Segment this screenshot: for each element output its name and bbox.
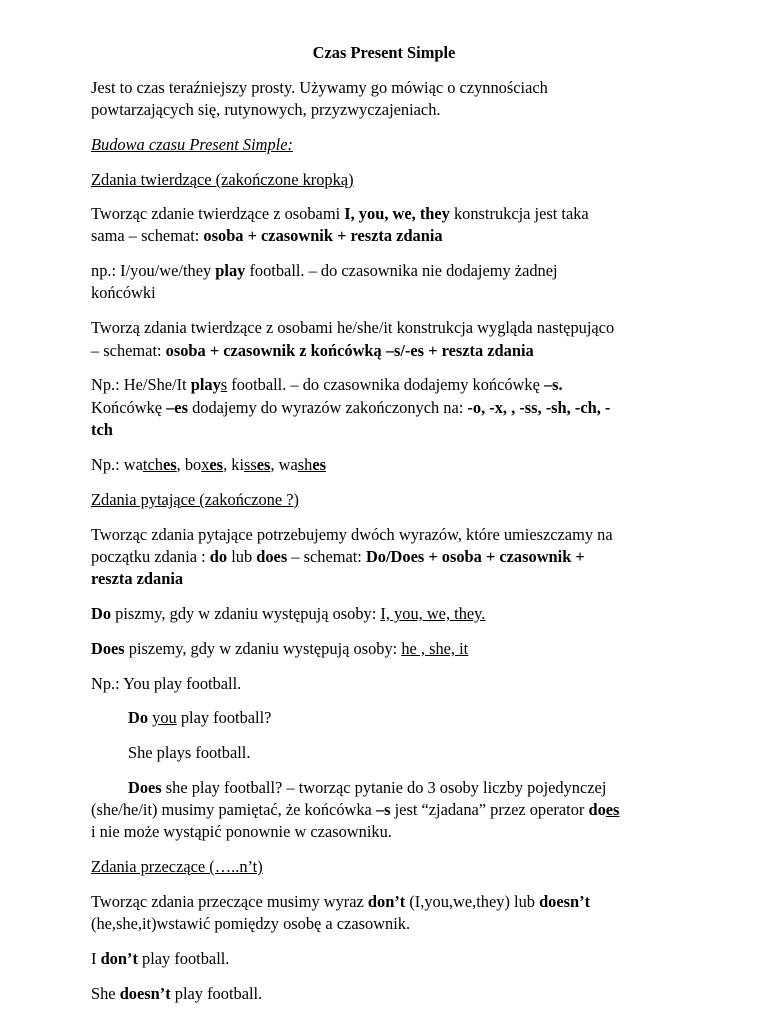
questions-heading: Zdania pytające (zakończone ?) (91, 490, 299, 509)
negative-example-1: I don’t play football. (91, 949, 230, 968)
affirmative-rule-line-1: Tworząc zdanie twierdzące z osobami I, you, we, they konstrukcja jest taka (91, 204, 589, 223)
structure-heading: Budowa czasu Present Simple: (91, 135, 293, 154)
third-person-rule-line-2: – schemat: osoba + czasownik z końcówką –s/-es + reszta zdania (91, 341, 534, 360)
es-examples: Np.: watches, boxes, kisses, washes (91, 455, 326, 474)
third-person-question-line-2: (she/he/it) musimy pamiętać, że końcówka –s jest “zjadana” przez operator does (91, 800, 620, 819)
affirmative-heading: Zdania twierdzące (zakończone kropką) (91, 170, 354, 189)
negative-example-2: She doesn’t play football. (91, 984, 263, 1003)
intro-line-1: Jest to czas teraźniejszy prosty. Używamy go mówiąc o czynnościach (91, 78, 548, 97)
does-usage-line: Does piszemy, gdy w zdaniu występują osoby: he , she, it (91, 639, 469, 658)
question-example-3: She plays football. (128, 743, 251, 762)
questions-rule-line-2: początku zdania : do lub does – schemat: Do/Does + osoba + czasownik + (91, 547, 585, 566)
third-person-example-line-2: Końcówkę –es dodajemy do wyrazów zakończonych na: -o, -x, , -ss, -sh, -ch, - (91, 398, 611, 417)
negatives-heading: Zdania przeczące (…..n’t) (91, 857, 263, 876)
third-person-example-line-1: Np.: He/She/It plays football. – do czasownika dodajemy końcówkę –s. (91, 375, 563, 394)
third-person-rule-line-1: Tworzą zdania twierdzące z osobami he/she/it konstrukcja wygląda następująco (91, 318, 615, 337)
example-line-1: np.: I/you/we/they play football. – do czasownika nie dodajemy żadnej (91, 261, 558, 280)
third-person-example-line-3: tch (91, 420, 113, 439)
intro-line-2: powtarzających się, rutynowych, przyzwyczajeniach. (91, 100, 441, 119)
do-usage-line: Do piszmy, gdy w zdaniu występują osoby: I, you, we, they. (91, 604, 486, 623)
questions-rule-line-1: Tworząc zdania pytające potrzebujemy dwóch wyrazów, które umieszczamy na (91, 525, 613, 544)
third-person-question-line-3: i nie może wystąpić ponownie w czasowniku. (91, 822, 392, 841)
negatives-rule-line-2: (he,she,it)wstawić pomiędzy osobę a czasownik. (91, 914, 411, 933)
example-line-2: końcówki (91, 283, 156, 302)
negatives-rule-line-1: Tworząc zdania przeczące musimy wyraz don’t (I,you,we,they) lub doesn’t (91, 892, 591, 911)
page-title: Czas Present Simple (312, 43, 456, 62)
question-example-1: Np.: You play football. (91, 674, 242, 693)
questions-rule-line-3: reszta zdania (91, 569, 184, 588)
affirmative-rule-line-2: sama – schemat: osoba + czasownik + reszta zdania (91, 226, 443, 245)
third-person-question-line-1: Does she play football? – tworząc pytanie do 3 osoby liczby pojedynczej (128, 778, 607, 797)
question-example-2: Do you play football? (128, 708, 272, 727)
